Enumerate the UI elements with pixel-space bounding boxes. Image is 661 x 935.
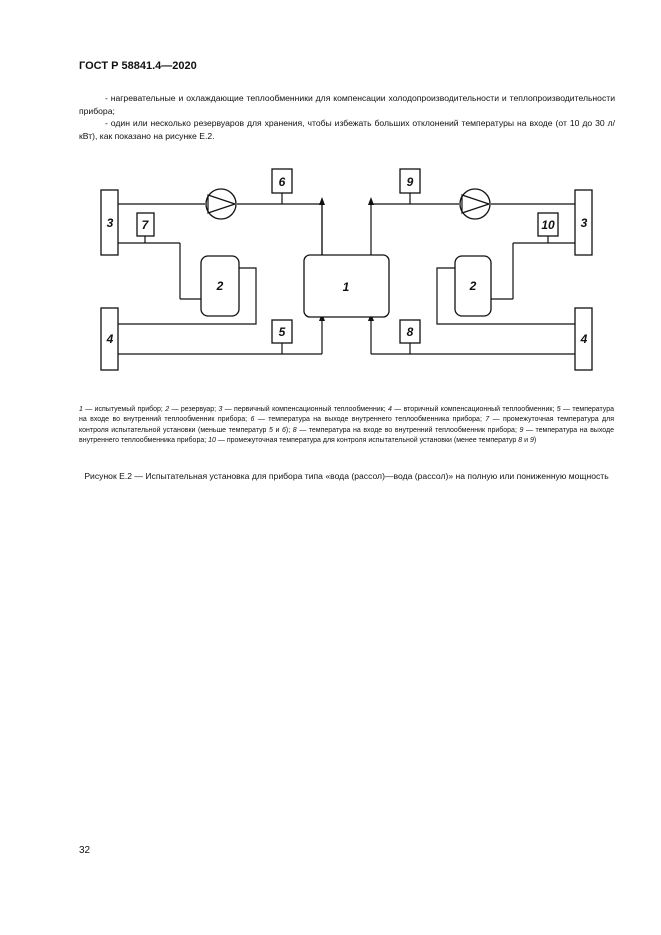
legend-ref: 9 bbox=[529, 437, 534, 445]
label-sensor-10: 10 bbox=[541, 218, 555, 232]
pump-left bbox=[206, 189, 236, 219]
paragraph-1-text: - нагревательные и охлаждающие теплообменники для компенсации холодопроизводительности и теплопроизводительности прибора; bbox=[79, 93, 615, 116]
legend-num: 6 bbox=[250, 416, 255, 424]
legend-text: — температура на входе во внутренний теплообменник прибора; bbox=[296, 426, 520, 434]
legend-num: 3 bbox=[218, 406, 223, 413]
legend-num: 10 bbox=[208, 437, 216, 445]
pump-right bbox=[460, 189, 490, 219]
legend-num: 4 bbox=[388, 406, 392, 413]
legend-text: — резервуар; bbox=[169, 406, 219, 413]
legend-text: — вторичный компенсационный теплообменник; bbox=[391, 406, 557, 413]
legend-text: — испытуемый прибор; bbox=[82, 406, 166, 413]
legend-text: и bbox=[272, 426, 282, 434]
label-exchanger-3-right: 3 bbox=[580, 216, 588, 230]
label-sensor-9: 9 bbox=[406, 175, 414, 189]
legend-text: — температура на выходе внутреннего теплообменника прибора; bbox=[254, 416, 486, 424]
legend-text: ) bbox=[533, 437, 537, 445]
legend-text: и bbox=[522, 437, 530, 445]
label-exchanger-4-right: 4 bbox=[580, 332, 588, 346]
label-reservoir-right: 2 bbox=[469, 279, 477, 293]
paragraph-2-text: - один или несколько резервуаров для хранения, чтобы избежать больших отклонений температуры на входе (от 10 до 30 л/кВт), как показано на рисунке Е.2. bbox=[79, 118, 615, 141]
legend-text: — промежуточная температура для контроля испытательной установки (менее температур bbox=[215, 437, 519, 445]
label-exchanger-4-left: 4 bbox=[106, 332, 114, 346]
label-sensor-6: 6 bbox=[278, 175, 286, 189]
figure-legend bbox=[79, 405, 614, 447]
legend-text: ); bbox=[285, 426, 293, 434]
paragraph-reservoirs bbox=[79, 117, 615, 142]
legend-num: 5 bbox=[556, 406, 561, 413]
legend-ref: 5 bbox=[268, 426, 273, 434]
legend-num: 9 bbox=[519, 426, 524, 434]
label-sensor-5: 5 bbox=[278, 325, 286, 339]
page-number: 32 bbox=[79, 845, 91, 856]
label-reservoir-left: 2 bbox=[216, 279, 224, 293]
label-sensor-8: 8 bbox=[406, 325, 414, 339]
label-device: 1 bbox=[342, 280, 350, 294]
paragraph-heat-exchangers bbox=[79, 92, 615, 117]
label-sensor-7: 7 bbox=[141, 218, 149, 232]
legend-num: 2 bbox=[165, 406, 170, 413]
legend-num: 8 bbox=[292, 426, 297, 434]
legend-num: 1 bbox=[79, 406, 83, 413]
legend-text: — промежуточная температура для контроля испытательной установки (меньше температур bbox=[79, 416, 614, 434]
figure-caption: Рисунок Е.2 — Испытательная установка для прибора типа «вода (рассол)—вода (рассол)» на полную или пониженную мощность bbox=[84, 471, 609, 481]
legend-num: 7 bbox=[485, 416, 490, 424]
legend-ref: 8 bbox=[518, 437, 523, 445]
legend-text: — температура на выходе внутреннего теплообменника прибора; bbox=[79, 426, 614, 445]
document-header: ГОСТ Р 58841.4—2020 bbox=[79, 60, 197, 72]
legend-ref: 6 bbox=[281, 426, 286, 434]
legend-text: — первичный компенсационный теплообменник; bbox=[222, 406, 389, 413]
test-setup-diagram bbox=[0, 160, 661, 390]
label-exchanger-3-left: 3 bbox=[106, 216, 114, 230]
legend-text: — температура на входе во внутренний теплообменник прибора; bbox=[79, 406, 615, 424]
